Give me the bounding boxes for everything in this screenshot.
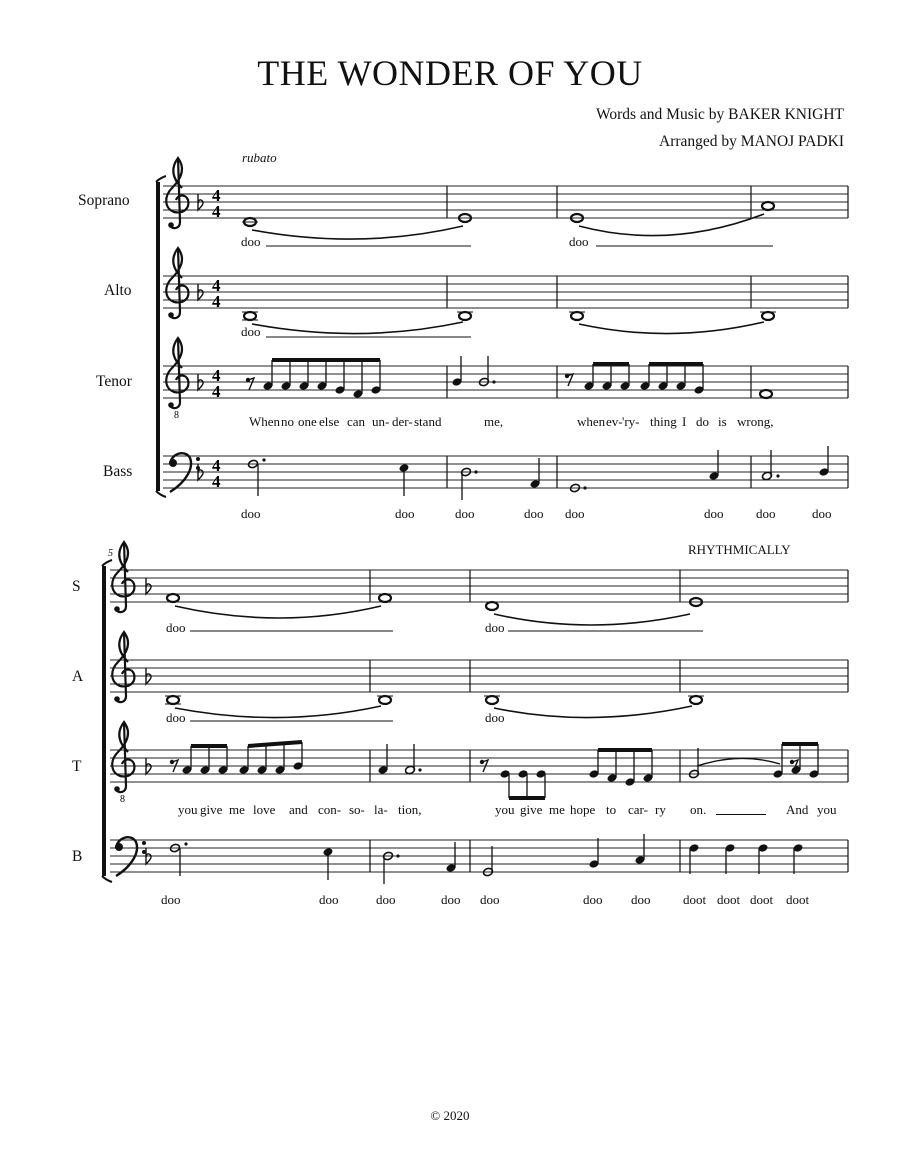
svg-text:4: 4 xyxy=(212,202,221,221)
lyric: is xyxy=(718,414,727,429)
lyric: doo xyxy=(241,324,261,339)
svg-text:4: 4 xyxy=(212,382,221,401)
page-title: THE WONDER OF YOU xyxy=(257,53,643,93)
lyric: doo xyxy=(485,620,505,635)
part-label-tenor: Tenor xyxy=(96,373,132,390)
lyric: no xyxy=(281,414,294,429)
svg-text:4: 4 xyxy=(212,276,221,295)
lyric: car- xyxy=(628,802,648,817)
lyric: ev- xyxy=(606,414,623,429)
lyric: on. xyxy=(690,802,707,817)
part-label-alto: A xyxy=(72,668,84,685)
lyric: thing xyxy=(650,414,677,429)
part-label-bass: B xyxy=(72,848,83,865)
lyric: doo xyxy=(756,506,776,521)
lyric: me, xyxy=(484,414,504,429)
composer-credit: Words and Music by BAKER KNIGHT xyxy=(595,106,844,123)
svg-text:4: 4 xyxy=(212,456,221,475)
extender-line xyxy=(716,814,766,815)
lyric: love xyxy=(253,802,276,817)
lyric: doo xyxy=(395,506,415,521)
lyric: doo xyxy=(166,710,186,725)
part-label-bass: Bass xyxy=(103,463,133,480)
part-label-soprano: S xyxy=(72,578,81,595)
lyric: doo xyxy=(524,506,544,521)
lyric: doo xyxy=(480,892,500,907)
svg-text:8: 8 xyxy=(120,794,125,805)
tempo-marking: rubato xyxy=(242,150,277,165)
lyric: doot xyxy=(717,892,741,907)
lyric: me xyxy=(549,802,565,817)
part-label-soprano: Soprano xyxy=(78,192,130,209)
lyric: doo xyxy=(485,710,505,725)
part-label-tenor: T xyxy=(72,758,82,775)
lyric: when xyxy=(577,414,606,429)
lyric: hope xyxy=(570,802,596,817)
lyric: doo xyxy=(812,506,832,521)
lyric: else xyxy=(319,414,340,429)
lyric: doo xyxy=(565,506,585,521)
lyric: doo xyxy=(569,234,589,249)
measure-number: 5 xyxy=(108,548,113,559)
lyric: doo xyxy=(376,892,396,907)
lyric: doo xyxy=(241,234,261,249)
lyric: tion, xyxy=(398,802,422,817)
lyric: you xyxy=(178,802,198,817)
lyric: un- xyxy=(372,414,390,429)
lyric: doo xyxy=(241,506,261,521)
lyric: and xyxy=(289,802,308,817)
lyric: doo xyxy=(166,620,186,635)
lyric: la- xyxy=(374,802,388,817)
part-label-alto: Alto xyxy=(104,282,132,299)
lyric: doo xyxy=(455,506,475,521)
lyric: doo xyxy=(631,892,651,907)
lyric: doo xyxy=(441,892,461,907)
svg-text:4: 4 xyxy=(212,366,221,385)
lyric: one xyxy=(298,414,317,429)
lyric: to xyxy=(606,802,617,817)
lyric: so- xyxy=(349,802,365,817)
lyric: doo xyxy=(583,892,603,907)
svg-text:8: 8 xyxy=(174,410,179,421)
lyric: do xyxy=(696,414,709,429)
lyric: doo xyxy=(161,892,181,907)
lyric: doot xyxy=(683,892,707,907)
lyric: con- xyxy=(318,802,342,817)
lyric: give xyxy=(520,802,543,817)
lyric: When xyxy=(249,414,281,429)
lyric: And xyxy=(786,802,809,817)
lyric: wrong, xyxy=(737,414,774,429)
svg-text:4: 4 xyxy=(212,186,221,205)
lyric: doo xyxy=(319,892,339,907)
lyric: 'ry- xyxy=(622,414,640,429)
svg-text:4: 4 xyxy=(212,292,221,311)
lyric: stand xyxy=(414,414,442,429)
svg-text:4: 4 xyxy=(212,472,221,491)
lyric: doot xyxy=(750,892,774,907)
lyric: ry xyxy=(655,802,666,817)
arranger-credit: Arranged by MANOJ PADKI xyxy=(659,133,844,150)
lyric: give xyxy=(200,802,223,817)
lyric: I xyxy=(682,414,687,429)
lyric: doot xyxy=(786,892,810,907)
lyric: der- xyxy=(392,414,413,429)
lyric: you xyxy=(817,802,837,817)
copyright-footer: © 2020 xyxy=(430,1108,470,1123)
lyric: can xyxy=(347,414,366,429)
lyric: me xyxy=(229,802,245,817)
lyric: doo xyxy=(704,506,724,521)
lyric: you xyxy=(495,802,515,817)
style-marking: RHYTHMICALLY xyxy=(688,542,791,557)
